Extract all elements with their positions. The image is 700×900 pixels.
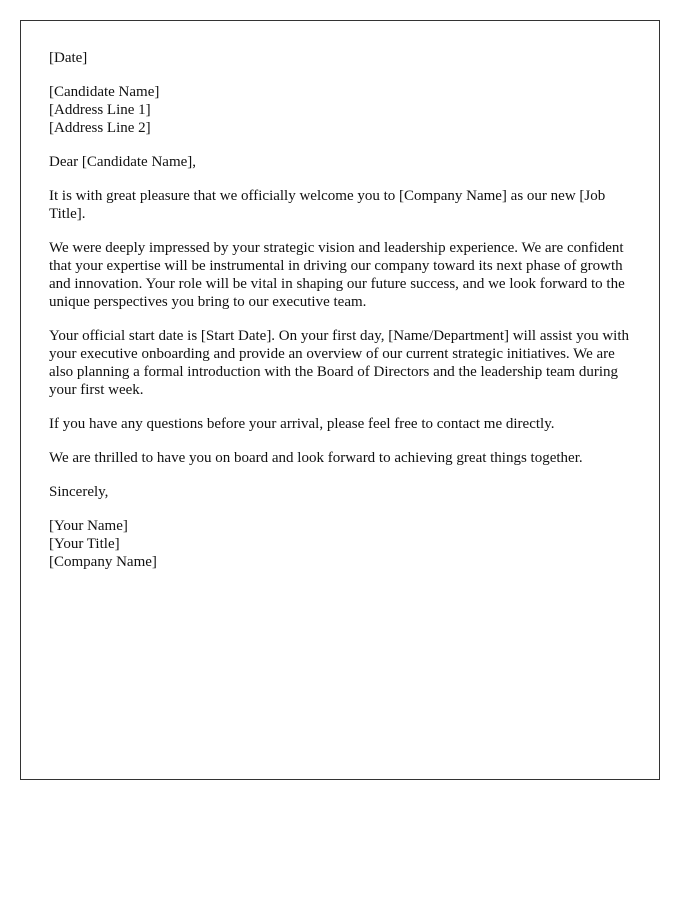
letter-page [20,20,660,780]
letter-date: [Date] [49,50,88,66]
signature-company: [Company Name] [49,554,157,570]
signature-block [49,517,631,571]
body-paragraph-start-date: Your official start date is [Start Date]. On your first day, [Name/Department] will assist you with your executive onboarding and provide an overview of our current strategic initiatives. We are also planning a formal introduction with the Board of Directors and the leadership team during your first week. [49,328,630,398]
body-paragraph-vision: We were deeply impressed by your strategic vision and leadership experience. We are confident that your expertise will be instrumental in driving our company toward its next phase of growth and innovation. Your role will be vital in shaping our future success, and we look forward to the unique perspectives you bring to our executive team. [49,240,625,310]
body-paragraph-welcome: It is with great pleasure that we officially welcome you to [Company Name] as our new [Job Title]. [49,188,606,222]
signature-title: [Your Title] [49,536,120,552]
salutation: Dear [Candidate Name], [49,154,197,170]
recipient-address-line-1: [Address Line 1] [49,102,151,118]
body-paragraph-questions: If you have any questions before your arrival, please feel free to contact me directly. [49,416,555,432]
letter-date-block [49,49,631,67]
recipient-name: [Candidate Name] [49,84,160,100]
signature-name: [Your Name] [49,518,128,534]
closing: Sincerely, [49,484,109,500]
recipient-address-line-2: [Address Line 2] [49,120,151,136]
body-paragraph-thrilled: We are thrilled to have you on board and look forward to achieving great things together. [49,450,583,466]
recipient-address-block [49,83,631,137]
